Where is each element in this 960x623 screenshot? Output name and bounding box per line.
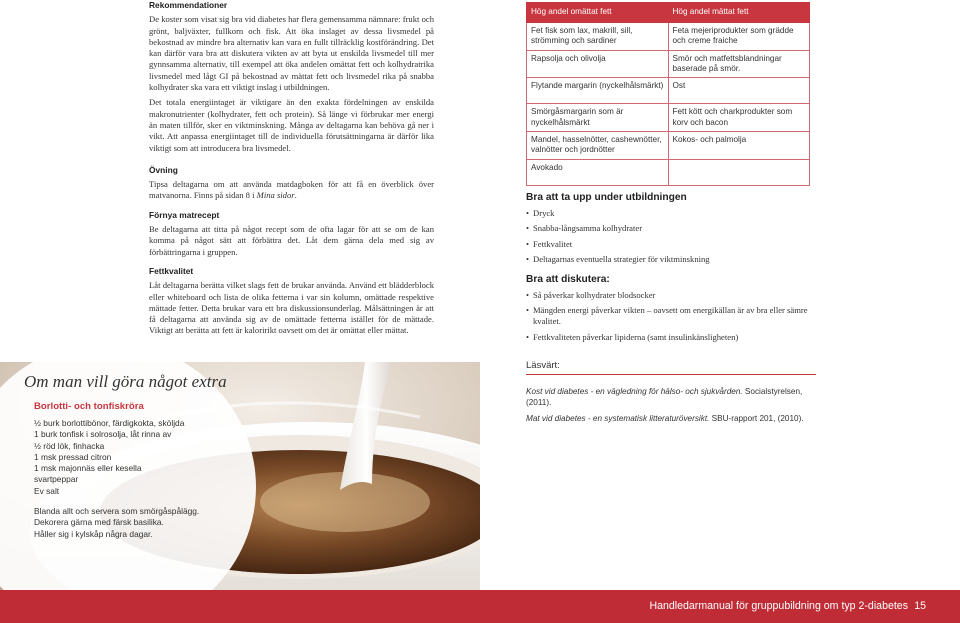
reading-divider	[526, 374, 816, 375]
list-item: • Deltagarnas eventuella strategier för viktminskning	[526, 254, 810, 265]
ingredient-item: ½ röd lök, finhacka	[34, 440, 105, 451]
table-cell: Fett kött och charkprodukter som korv och bacon	[668, 104, 810, 131]
reading-label: Läsvärt:	[526, 360, 560, 371]
diskutera-heading: Bra att diskutera:	[526, 273, 610, 285]
recipe-box	[24, 372, 229, 540]
page-number: 15	[914, 600, 926, 612]
reference-1-source: Socialstyrelsen, (2011).	[526, 387, 803, 407]
rekommendationer-paragraph: De koster som visat sig bra vid diabetes har flera gemensamma nämnare: frukt och grönt, baljväxter, fullkorn och fisk. Att öka inslaget av dessa livsmedel på bekostnad av mindre bra alternativ kan vara en fullt tillräcklig kostförändring. Det kan därför vara bra att diskutera vikten av att byta ut enskilda livsmedel till mer gynnsamma alternativ, till exempel att öka andelen omättat fett och kolhydratrika livsmedel med lågt GI på bekostnad av mättat fett och livsmedel rika på snabba kolhydrater ska vara ett viktigt inslag i utbildningen.	[149, 14, 434, 93]
table-cell: Flytande margarin (nyckelhålsmärkt)	[527, 78, 669, 104]
footer-title: Handledarmanual för gruppubildning om typ 2-diabetes	[649, 600, 908, 612]
table-cell: Mandel, hasselnötter, cashewnötter, valnötter och jordnötter	[527, 131, 669, 159]
table-cell: Avokado	[527, 159, 669, 185]
upp-heading: Bra att ta upp under utbildningen	[526, 192, 687, 203]
table-row	[527, 51, 810, 78]
fettkvalitet-heading: Fettkvalitet	[149, 265, 194, 276]
table-row	[527, 78, 810, 104]
ingredient-list	[34, 418, 229, 497]
ovning-text-italic: Mina sidor	[256, 190, 295, 201]
ingredient-item: 1 msk majonnäs eller kesella	[34, 463, 142, 474]
list-item: • Så påverkar kolhydrater blodsocker	[526, 290, 810, 301]
reference-2-source: SBU-rapport 201, (2010).	[709, 414, 804, 423]
fat-quality-table	[526, 2, 810, 186]
table-header-unsaturated: Hög andel omättat fett	[527, 3, 669, 23]
energi-paragraph: Det totala energiintaget är viktigare än den exakta fördelningen av enskilda makronutrienter (kolhydrater, fett och protein). Så länge vi förbrukar mer energi än maten tillför, sker en viktminskning. Många av deltagarna kan behöva gå ner i vikt. Att anpassa energiintaget till de individuella förutsättningarna är därför lika viktigt som att introducera bra livsmedel.	[149, 97, 434, 153]
fornya-paragraph: Be deltagarna att titta på något recept som de ofta lagar för att se om de kan komma på något sätt att förbättra det. Låt dem gärna dela med sig av förbättringarna i gruppen.	[149, 224, 434, 257]
table-cell: Feta mejeriprodukter som grädde och creme fraiche	[668, 23, 810, 51]
reference-2-title: Mat vid diabetes - en systematisk litteraturöversikt.	[526, 414, 710, 423]
list-item: • Dryck	[526, 208, 810, 219]
left-text-column	[149, 0, 434, 337]
instruction-item: Blanda allt och servera som smörgåspålägg.	[34, 506, 200, 517]
ingredient-item: svartpeppar	[34, 474, 79, 485]
ingredient-item: Ev salt	[34, 485, 60, 496]
table-row	[527, 159, 810, 185]
recipe-subtitle: Borlotti- och tonfiskröra	[34, 401, 144, 412]
instruction-list	[34, 506, 229, 540]
list-item: • Fettkvaliteten påverkar lipiderna (samt insulinkänsligheten)	[526, 332, 810, 343]
recipe-title: Om man vill göra något extra	[24, 372, 227, 391]
table-header-saturated: Hög andel mättat fett	[668, 3, 810, 23]
table-row	[527, 23, 810, 51]
instruction-item: Håller sig i kylskåp några dagar.	[34, 528, 153, 539]
ovning-heading: Övning	[149, 164, 178, 175]
upp-list	[526, 208, 810, 266]
ovning-paragraph	[149, 179, 434, 202]
ingredient-item: 1 burk tonfisk i solrosolja, låt rinna av	[34, 429, 172, 440]
ingredient-item: 1 msk pressad citron	[34, 451, 112, 462]
table-row	[527, 131, 810, 159]
diskutera-list	[526, 290, 810, 344]
footer-bar	[0, 590, 960, 623]
ingredient-item: ½ burk borlottibönor, färdigkokta, sköljda	[34, 418, 185, 428]
table-cell: Ost	[668, 78, 810, 104]
instruction-item: Dekorera gärna med färsk basilika.	[34, 517, 164, 528]
table-cell: Kokos- och palmolja	[668, 131, 810, 159]
rekommendationer-heading: Rekommendationer	[149, 0, 228, 10]
fettkvalitet-paragraph: Låt deltagarna berätta vilket slags fett de brukar använda. Använd ett blädderblock eller whiteboard och lista de olika fetterna i var sin kolumn, omättade respektive mättade fetter. Detta brukar vara ett bra diskussionsunderlag. Målsättningen är att få deltagarna att använda sig av de omättade fetterna istället för de mättade. Viktigt att berätta att fett är kaloririkt oavsett om det är omättat eller mättat.	[149, 280, 434, 336]
list-item: • Fettkvalitet	[526, 239, 810, 250]
table-cell: Smör och matfettsblandningar baserade på smör.	[668, 51, 810, 78]
ovning-text-pre: Tipsa deltagarna om att använda matdagboken för att få en överblick över matvanorna. Finns på sidan 8 i	[149, 179, 434, 201]
table-cell	[668, 159, 810, 185]
reference-2	[526, 413, 826, 424]
right-discussion-column	[526, 192, 810, 343]
table-row	[527, 104, 810, 131]
list-item: • Snabba-långsamma kolhydrater	[526, 223, 810, 234]
ovning-text-post: .	[294, 190, 297, 201]
list-item: • Mängden energi påverkar vikten – oavsett om energikällan är av bra eller sämre kvalitet.	[526, 305, 810, 328]
reference-1	[526, 386, 826, 408]
fornya-heading: Förnya matrecept	[149, 209, 220, 220]
table-header-row	[527, 3, 810, 23]
table-cell: Smörgåsmargarin som är nyckelhålsmärkt	[527, 104, 669, 131]
table-cell: Rapsolja och olivolja	[527, 51, 669, 78]
reference-1-title: Kost vid diabetes - en vägledning för hälso- och sjukvården.	[526, 387, 743, 396]
table-cell: Fet fisk som lax, makrill, sill, strömming och sardiner	[527, 23, 669, 51]
reading-section	[526, 360, 826, 424]
